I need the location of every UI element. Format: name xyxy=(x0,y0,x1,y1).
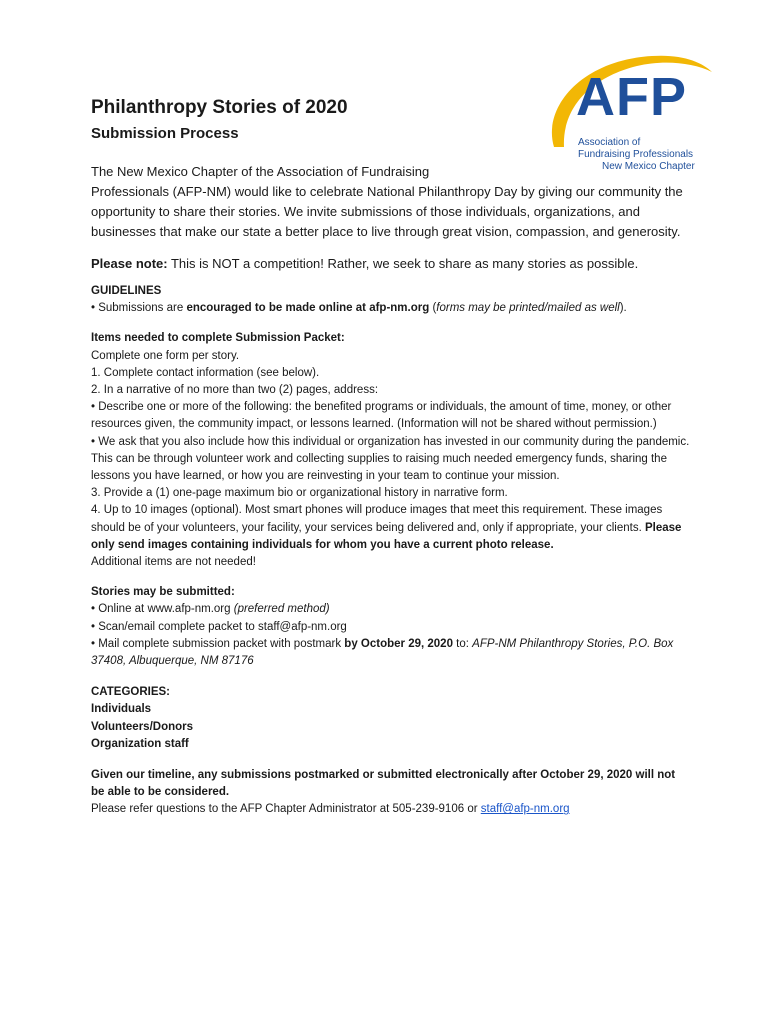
deadline-notice: Given our timeline, any submissions postmarked or submitted electronically after October 29, 2020 will not be able to be considered. xyxy=(91,769,676,799)
note-label: Please note: xyxy=(91,256,168,271)
category-item: Volunteers/Donors xyxy=(91,720,194,733)
items-line: • We ask that you also include how this individual or organization has invested in our community during the pandemic. This can be through volunteer work and collecting supplies to raising much needed emergency funds, sharing the lessons you have learned, or how you are reinvesting in your team to continue your mission. xyxy=(91,435,690,483)
note-text: This is NOT a competition! Rather, we seek to share as many stories as possible. xyxy=(167,256,639,271)
intro-rest: Professionals (AFP-NM) would like to celebrate National Philanthropy Day by giving our community the opportunity to share their stories. We invite submissions of those individuals, organizations, and businesses that make our state a better place to live through great vision, compassion, and generosity. xyxy=(91,184,683,239)
guidelines-italic: forms may be printed/mailed as well xyxy=(436,302,620,315)
categories-heading: CATEGORIES: xyxy=(91,686,171,699)
logo-line-1: Association of xyxy=(578,137,641,148)
items-line: Complete one form per story. xyxy=(91,349,240,362)
guidelines-suffix: ). xyxy=(619,302,627,315)
footer-section xyxy=(91,767,691,819)
guidelines-heading: GUIDELINES xyxy=(91,285,162,297)
staff-email-link[interactable]: staff@afp-nm.org xyxy=(480,803,570,816)
online-prefix: • Online at www.afp-nm.org xyxy=(91,603,234,616)
online-note: (preferred method) xyxy=(233,603,330,616)
logo-line-3: New Mexico Chapter xyxy=(602,161,695,172)
items-line: 1. Complete contact information (see below). xyxy=(91,366,320,379)
items-line: 2. In a narrative of no more than two (2) pages, address: xyxy=(91,384,379,397)
stories-email: • Scan/email complete packet to staff@afp-nm.org xyxy=(91,620,347,633)
stories-section xyxy=(91,584,691,670)
items-line-4 xyxy=(91,502,691,554)
mail-to: to: xyxy=(452,637,473,650)
categories-section xyxy=(91,684,691,753)
page-subtitle: Submission Process xyxy=(91,125,239,142)
stories-heading: Stories may be submitted: xyxy=(91,586,235,599)
logo-abbr: AFP xyxy=(576,67,687,127)
items-line: 3. Provide a (1) one-page maximum bio or organizational history in narrative form. xyxy=(91,487,508,500)
questions-line xyxy=(91,801,691,818)
items-line: • Describe one or more of the following: the benefited programs or individuals, the amount of time, money, or other resources given, the community impact, or lessons learned. (Information will not be shared without permission.) xyxy=(91,401,672,431)
intro-line-1: The New Mexico Chapter of the Association of Fundraising xyxy=(91,164,430,179)
category-item: Individuals xyxy=(91,703,152,716)
note-paragraph xyxy=(91,254,691,274)
guidelines-prefix: • Submissions are xyxy=(91,302,187,315)
category-item: Organization staff xyxy=(91,737,189,750)
guidelines-item xyxy=(91,300,691,317)
mail-deadline: by October 29, 2020 xyxy=(344,637,453,650)
page-title: Philanthropy Stories of 2020 xyxy=(91,97,348,118)
items-section xyxy=(91,330,691,571)
guidelines-section xyxy=(91,283,691,317)
items-heading: Items needed to complete Submission Packet: xyxy=(91,332,345,345)
intro-paragraph xyxy=(91,162,691,242)
document-body xyxy=(91,96,694,819)
mail-address: AFP-NM Philanthropy Stories, P.O. Box 37408, Albuquerque, NM 87176 xyxy=(91,637,674,668)
stories-mail xyxy=(91,636,691,670)
guidelines-bold: encouraged to be made online at afp-nm.org xyxy=(186,302,430,315)
item4-text: 4. Up to 10 images (optional). Most smart phones will produce images that meet this requirement. These images should be of your volunteers, your facility, your services being delivered and, only if appropriate, your clients. xyxy=(91,504,663,534)
item4-bold: Please only send images containing individuals for whom you have a current photo release. xyxy=(91,521,682,551)
guidelines-mid: ( xyxy=(429,302,437,315)
mail-prefix: • Mail complete submission packet with postmark xyxy=(91,637,345,650)
logo-line-2: Fundraising Professionals xyxy=(578,149,694,160)
items-additional: Additional items are not needed! xyxy=(91,556,256,569)
questions-text: Please refer questions to the AFP Chapter Administrator at 505-239-9106 or xyxy=(91,803,481,816)
stories-online xyxy=(91,601,691,618)
